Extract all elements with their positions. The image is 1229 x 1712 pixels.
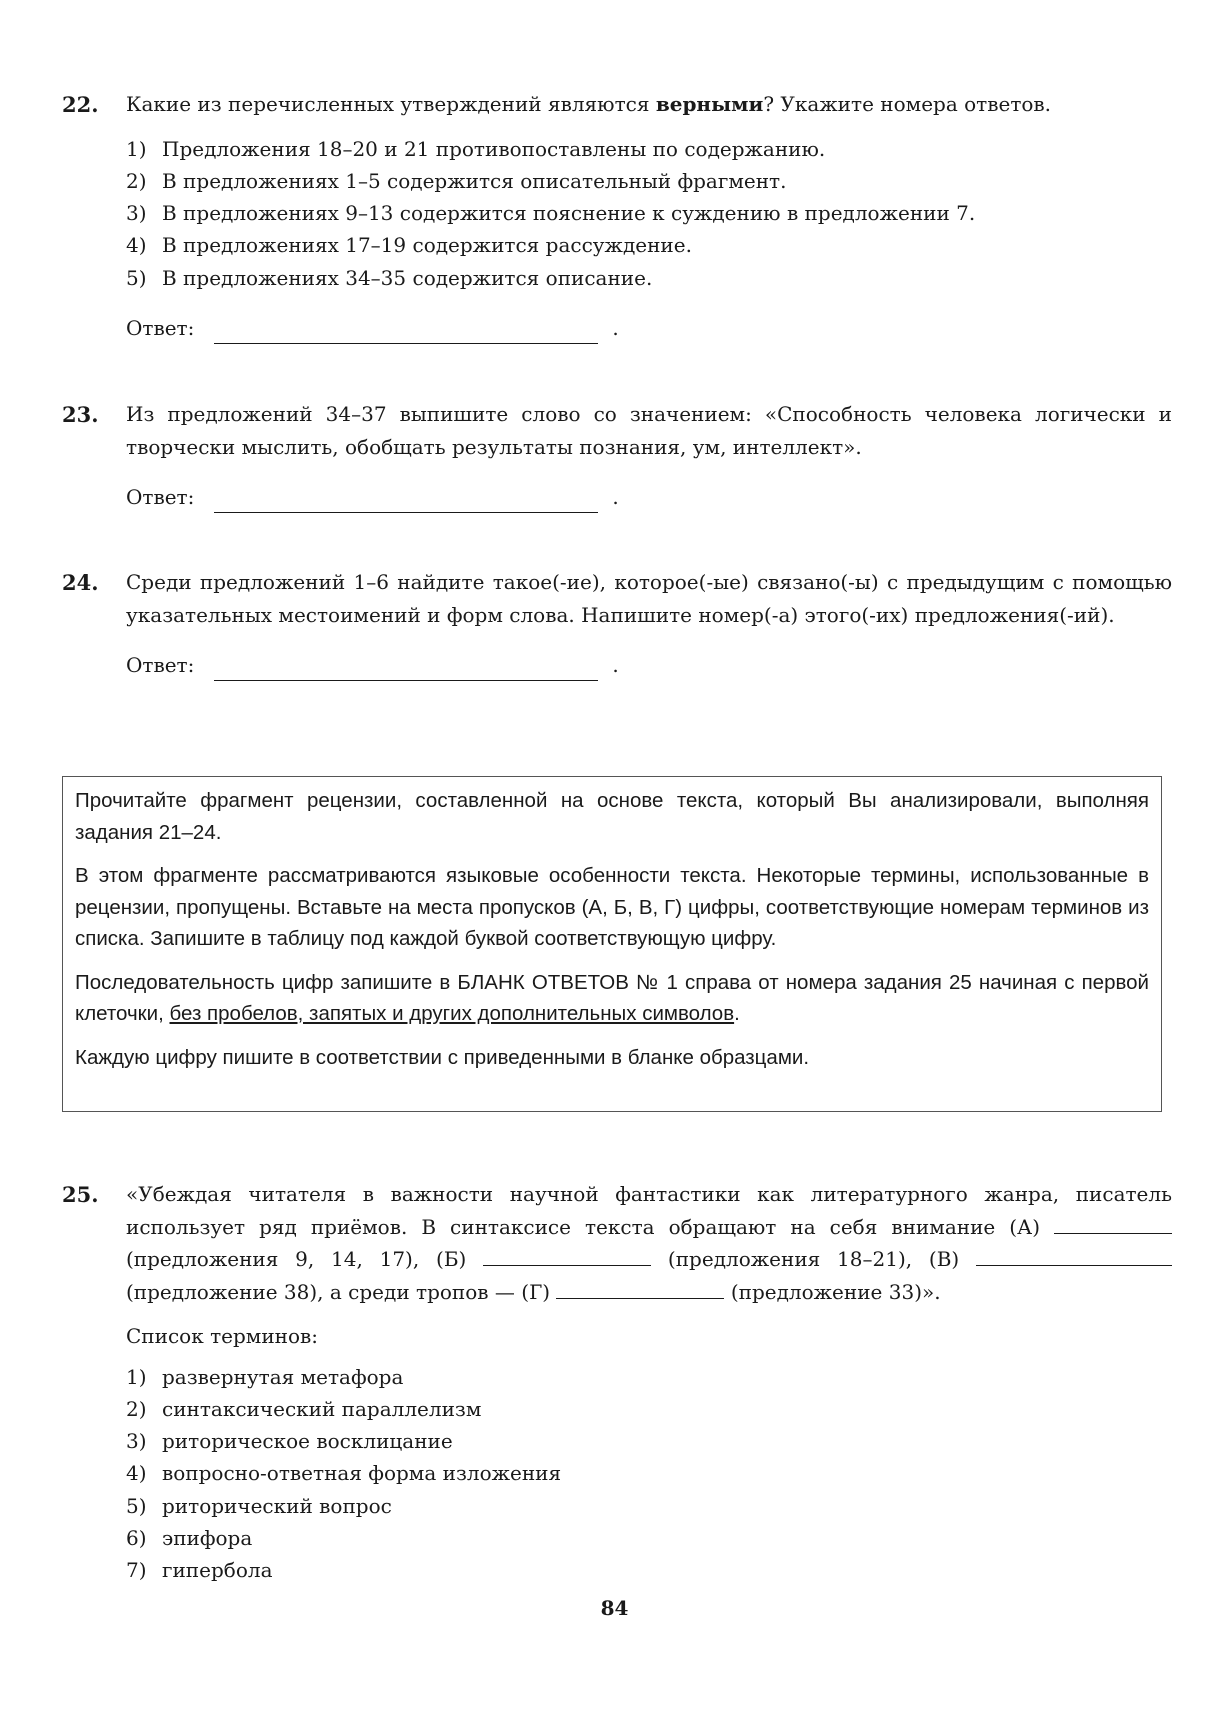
task-25 — [62, 1178, 1172, 1587]
list-item: 5) риторический вопрос — [126, 1493, 392, 1518]
blank-g[interactable] — [556, 1276, 724, 1299]
task-number: 23. — [62, 402, 99, 427]
options-list — [126, 133, 1172, 294]
list-item: 6) эпифора — [126, 1525, 253, 1550]
blank-v[interactable] — [976, 1243, 1172, 1266]
answer-row: Ответ: . — [126, 312, 1172, 344]
list-item: 1) развернутая метафора — [126, 1364, 404, 1389]
blank-b[interactable] — [483, 1243, 651, 1266]
task-number: 24. — [62, 570, 99, 595]
terms-list — [126, 1361, 1172, 1587]
answer-row: Ответ: . — [126, 481, 1172, 513]
task-number: 22. — [62, 92, 99, 117]
list-item: 2) синтаксический параллелизм — [126, 1396, 482, 1421]
answer-row: Ответ: . — [126, 649, 1172, 681]
instruction-paragraph: Прочитайте фрагмент рецензии, составленной на основе текста, который Вы анализировали, выполняя задания 21–24. — [75, 789, 1149, 844]
page-number: 84 — [600, 1596, 629, 1620]
list-item: 4) вопросно-ответная форма изложения — [126, 1461, 562, 1486]
task-23 — [62, 398, 1172, 513]
review-fragment: «Убеждая читателя в важности научной фантастики как литературного жанра, писатель использует ряд приёмов. В синтаксисе текста обращают на себя внимание (А) (предложения 9, 14, 17), (Б) (предложения 18–21), (В) (предложение 38), а среди тропов — (Г) (предложение 33)». — [126, 1182, 1172, 1304]
task-question: Какие из перечисленных утверждений являются верными? Укажите номера ответов. — [126, 92, 1052, 116]
task-number: 25. — [62, 1182, 99, 1207]
list-item: 7) гипербола — [126, 1558, 273, 1583]
list-item: 2) В предложениях 1–5 содержится описательный фрагмент. — [126, 168, 787, 193]
answer-label: Ответ: — [126, 315, 195, 340]
instructions-box — [62, 776, 1162, 1112]
list-item: 5) В предложениях 34–35 содержится описание. — [126, 265, 653, 290]
answer-field[interactable] — [214, 488, 598, 513]
answer-label: Ответ: — [126, 653, 195, 677]
task-24 — [62, 566, 1172, 681]
terms-heading: Список терминов: — [126, 1324, 319, 1348]
answer-field[interactable] — [214, 656, 598, 681]
task-22 — [62, 88, 1172, 344]
list-item: 3) риторическое восклицание — [126, 1429, 453, 1454]
answer-field[interactable] — [214, 319, 598, 344]
instruction-paragraph: Последовательность цифр запишите в БЛАНК ОТВЕТОВ № 1 справа от номера задания 25 начиная с первой клеточки, без пробелов, запятых и других дополнительных символов. — [75, 970, 1149, 1025]
instruction-paragraph: В этом фрагменте рассматриваются языковые особенности текста. Некоторые термины, использованные в рецензии, пропущены. Вставьте на места пропусков (А, Б, В, Г) цифры, соответствующие номерам терминов из списка. Запишите в таблицу под каждой буквой соответствующую цифру. — [75, 864, 1149, 950]
task-question: Среди предложений 1–6 найдите такое(-ие), которое(-ые) связано(-ы) с предыдущим с помощью указательных местоимений и форм слова. Напишите номер(-а) этого(-их) предложения(-ий). — [126, 570, 1172, 627]
list-item: 1) Предложения 18–20 и 21 противопоставлены по содержанию. — [126, 136, 826, 161]
list-item: 4) В предложениях 17–19 содержится рассуждение. — [126, 233, 692, 258]
instruction-paragraph: Каждую цифру пишите в соответствии с приведенными в бланке образцами. — [75, 1045, 810, 1069]
list-item: 3) В предложениях 9–13 содержится пояснение к суждению в предложении 7. — [126, 201, 976, 226]
task-question: Из предложений 34–37 выпишите слово со значением: «Способность человека логически и творчески мыслить, обобщать результаты познания, ум, интеллект». — [126, 402, 1172, 459]
answer-label: Ответ: — [126, 485, 195, 509]
blank-a[interactable] — [1054, 1211, 1172, 1234]
